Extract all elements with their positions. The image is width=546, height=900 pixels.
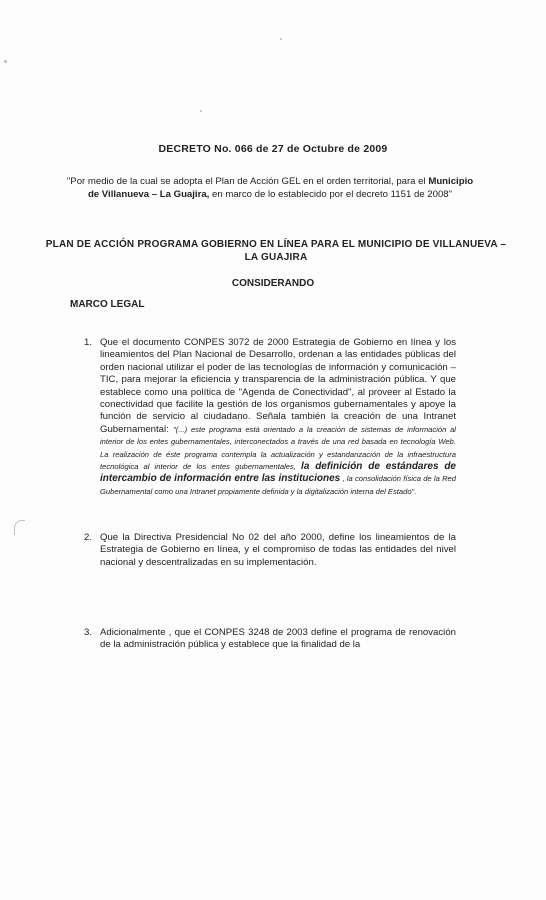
subtitle-end: en marco de lo establecido por el decreto 1151 de 2008" — [209, 188, 453, 200]
list-item — [100, 337, 456, 498]
subtitle-start: "Por medio de la cual se adopta el Plan de Acción GEL en el orden territorial, para el — [66, 176, 429, 187]
marco-legal-heading: MARCO LEGAL — [70, 299, 145, 310]
item-quote: "(...) este programa está orientado a la creación de sistemas de información al interior de los entes gubernamentales, interconectados a través de una red basada en tecnología Web. La realización de éste programa contempla la actualización y estandarización de la infraestructura tecnológica al interior de los entes gubernamentales, — [100, 424, 456, 472]
scan-speck — [200, 110, 202, 112]
list-item: Adicionalmente , que el CONPES 3248 de 2003 define el programa de renovación de la administración pública y establece que la finalidad de la — [100, 627, 456, 651]
decree-title: DECRETO No. 066 de 27 de Octubre de 2009 — [158, 143, 388, 155]
decree-subtitle — [66, 176, 474, 201]
plan-title: PLAN DE ACCIÓN PROGRAMA GOBIERNO EN LÍNEA PARA EL MUNICIPIO DE VILLANUEVA – LA GUAJIRA — [45, 239, 507, 263]
margin-mark — [14, 520, 25, 535]
item-number: 1. — [84, 337, 93, 348]
list-item: Que la Directiva Presidencial No 02 del año 2000, define los lineamientos de la Estrategia de Gobierno en línea, y el compromiso de todas las entidades del nivel nacional y descentralizadas en su implementación. — [100, 532, 456, 568]
scan-speck — [4, 60, 7, 63]
scan-speck — [280, 38, 282, 40]
item-quote-end: , la consolidación física de la Red Gubernamental como una Intranet propiamente definida y la digitalización interna del Estado". — [100, 474, 456, 496]
considerando-heading: CONSIDERANDO — [231, 278, 315, 289]
item-number: 3. — [84, 627, 93, 638]
item-quote-emphasis: la definición de estándares de intercambio de información entre las instituciones — [100, 461, 456, 485]
item-number: 2. — [84, 532, 93, 543]
subtitle-municipality: Municipio de Villanueva – La Guajira, — [87, 176, 474, 200]
item-text: Que el documento CONPES 3072 de 2000 Estrategia de Gobierno en línea y los lineamientos del Plan Nacional de Desarrollo, ordenan a las entidades públicas del orden nacional utilizar el poder de las tecnologías de información y comunicación – TIC, para mejorar la eficiencia y transparencia de la administración pública. Y que establece como una política de "Agenda de Conectividad", al proveer al Estado la conectividad que facilite la gestión de los organismos gubernamentales y apoye la función de servicio al ciudadano. Señala también la creación de una Intranet Gubernamental: — [100, 337, 456, 435]
